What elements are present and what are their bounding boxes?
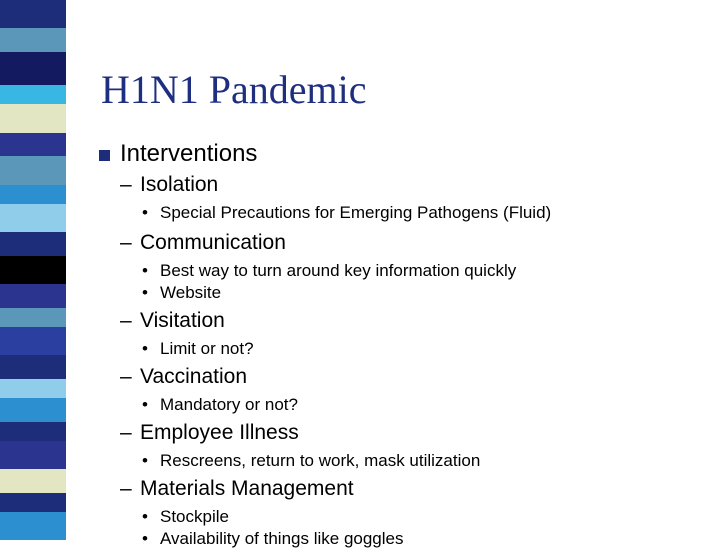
dash-bullet-icon: – [120, 477, 132, 500]
stripe-segment [0, 379, 66, 398]
bullet-level3-text: Website [160, 283, 222, 302]
stripe-segment-fill [0, 133, 66, 157]
bullet-level3 [96, 202, 696, 224]
bullet-level3-text: Rescreens, return to work, mask utilization [160, 451, 481, 470]
bullet-level3 [96, 338, 696, 360]
dash-bullet-icon: – [120, 309, 132, 332]
stripe-segment-fill [0, 308, 66, 327]
bullet-level2 [96, 172, 696, 198]
bullet-level3-text: Special Precautions for Emerging Pathogens (Fluid) [160, 203, 552, 222]
dot-bullet-icon: • [142, 395, 148, 414]
stripe-segment-fill [0, 493, 66, 512]
bullet-level2-label: Employee Illness [140, 421, 299, 444]
bullet-level2-label: Visitation [140, 309, 225, 332]
dot-bullet-icon: • [142, 203, 148, 222]
bullet-level2-label: Vaccination [140, 365, 248, 388]
stripe-segment-fill [0, 284, 66, 308]
stripe-segment-fill [0, 327, 66, 355]
stripe-segment [0, 85, 66, 104]
bullet-level3-text: Mandatory or not? [160, 395, 298, 414]
stripe-segment-fill [0, 469, 66, 493]
stripe-segment-fill [0, 512, 66, 540]
dot-bullet-icon: • [142, 451, 148, 470]
stripe-segment-fill [0, 0, 66, 28]
dot-bullet-icon: • [142, 261, 148, 280]
stripe-segment-fill [0, 52, 66, 85]
bullet-level1-label: Interventions [120, 140, 258, 167]
bullet-level3 [96, 506, 696, 528]
stripe-segment [0, 284, 66, 308]
dash-bullet-icon: – [120, 421, 132, 444]
bullet-level2-label: Isolation [140, 173, 219, 196]
stripe-segment [0, 0, 66, 28]
stripe-segment [0, 441, 66, 469]
dot-bullet-icon: • [142, 507, 148, 526]
bullet-level2 [96, 230, 696, 256]
stripe-segment [0, 469, 66, 493]
stripe-segment-fill [0, 422, 66, 441]
stripe-segment-fill [0, 256, 66, 284]
bullet-level3 [96, 282, 696, 304]
stripe-segment-fill [0, 28, 66, 52]
bullet-level3 [96, 394, 696, 416]
slide-title: H1N1 Pandemic [101, 67, 367, 112]
stripe-segment [0, 422, 66, 441]
bullet-level2 [96, 308, 696, 334]
bullet-level3-text: Limit or not? [160, 339, 254, 358]
stripe-segment [0, 232, 66, 256]
stripe-segment [0, 308, 66, 327]
bullet-level2-label: Communication [140, 231, 286, 254]
bullet-level2 [96, 476, 696, 502]
stripe-segment [0, 256, 66, 284]
stripe-segment [0, 185, 66, 204]
stripe-segment-fill [0, 398, 66, 422]
bullet-level2 [96, 364, 696, 390]
stripe-segment-fill [0, 441, 66, 469]
stripe-segment [0, 28, 66, 52]
stripe-segment-fill [0, 85, 66, 104]
bullet-level3-text: Stockpile [160, 507, 229, 526]
bullet-level3 [96, 528, 696, 550]
square-bullet-icon [99, 150, 110, 161]
stripe-segment [0, 133, 66, 157]
bullet-level3 [96, 260, 696, 282]
dash-bullet-icon: – [120, 173, 132, 196]
slide-content [96, 140, 696, 550]
bullet-level2-label: Materials Management [140, 477, 354, 500]
dash-bullet-icon: – [120, 365, 132, 388]
dash-bullet-icon: – [120, 231, 132, 254]
dot-bullet-icon: • [142, 283, 148, 302]
stripe-segment [0, 355, 66, 379]
stripe-segment [0, 512, 66, 540]
stripe-segment [0, 104, 66, 132]
stripe-segment-fill [0, 204, 66, 232]
dot-bullet-icon: • [142, 339, 148, 358]
bullet-level2 [96, 420, 696, 446]
decorative-stripe [0, 0, 66, 540]
bullet-level3-text: Best way to turn around key information quickly [160, 261, 517, 280]
stripe-segment [0, 327, 66, 355]
stripe-segment [0, 493, 66, 512]
stripe-segment [0, 156, 66, 184]
stripe-segment-fill [0, 185, 66, 204]
stripe-segment [0, 204, 66, 232]
stripe-segment-fill [0, 156, 66, 184]
stripe-segment-fill [0, 104, 66, 132]
stripe-segment-fill [0, 355, 66, 379]
bullet-level3 [96, 450, 696, 472]
dot-bullet-icon: • [142, 529, 148, 548]
bullet-level1 [96, 140, 696, 168]
stripe-segment [0, 398, 66, 422]
stripe-segment-fill [0, 379, 66, 398]
stripe-segment [0, 52, 66, 85]
stripe-segment-fill [0, 232, 66, 256]
bullet-level3-text: Availability of things like goggles [160, 529, 404, 548]
